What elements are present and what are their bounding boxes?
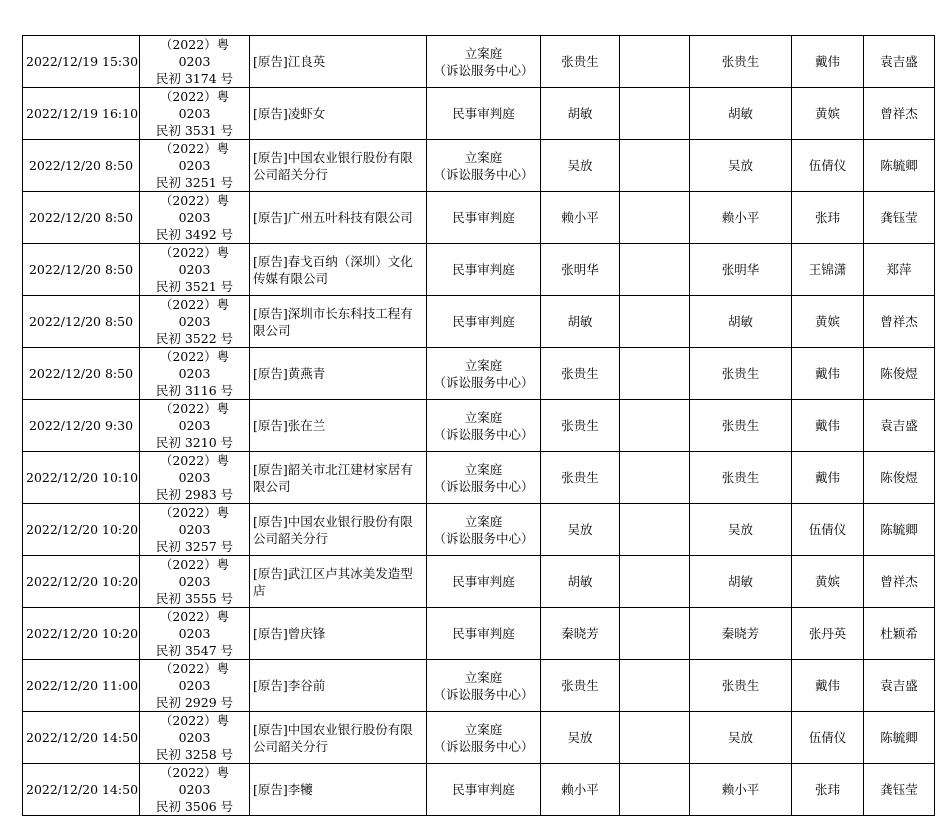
panel-member-cell: [792, 660, 864, 712]
department-cell: [427, 764, 541, 816]
empty-cell: [620, 504, 690, 556]
panel-member-name: 戴伟: [814, 418, 840, 433]
table-row: [23, 296, 935, 348]
judge-cell: [541, 400, 620, 452]
case-number-cell: [140, 36, 250, 88]
party-name: [原告]深圳市长东科技工程有限公司: [253, 305, 413, 338]
case-number-line2: 民初 2929 号: [155, 695, 234, 710]
department-cell: [427, 400, 541, 452]
panel-member-name: 张丹英: [808, 626, 847, 641]
empty-cell: [620, 660, 690, 712]
table-row: [23, 348, 935, 400]
presiding-judge-name: 胡敏: [727, 574, 753, 589]
presiding-judge-cell: [690, 348, 792, 400]
party-name: [原告]李谷前: [253, 678, 326, 693]
judge-name: 吴放: [567, 730, 593, 745]
department-line1: 立案庭: [464, 149, 503, 165]
party-name: [原告]中国农业银行股份有限公司韶关分行: [253, 721, 413, 754]
department-line1: 民事审判庭: [452, 574, 515, 589]
case-number-line1: （2022）粤 0203: [159, 297, 230, 329]
panel-member-cell: [792, 88, 864, 140]
party-cell: [250, 556, 427, 608]
department-cell: [427, 348, 541, 400]
panel-member-cell: [792, 244, 864, 296]
panel-member-cell: [792, 452, 864, 504]
case-number-cell: [140, 348, 250, 400]
panel-member-cell: [792, 504, 864, 556]
clerk-name: 陈俊煜: [880, 366, 918, 381]
case-number-cell: [140, 192, 250, 244]
table-row: [23, 192, 935, 244]
hearing-time-cell: [23, 296, 140, 348]
case-number-line1: （2022）粤 0203: [159, 713, 230, 745]
presiding-judge-name: 张贵生: [721, 366, 760, 381]
party-name: [原告]张在兰: [253, 418, 326, 433]
judge-cell: [541, 556, 620, 608]
judge-cell: [541, 244, 620, 296]
party-cell: [250, 764, 427, 816]
clerk-name: 杜颖希: [880, 626, 918, 641]
hearing-time-cell: [23, 88, 140, 140]
department-cell: [427, 88, 541, 140]
judge-name: 张贵生: [561, 470, 599, 485]
party-cell: [250, 712, 427, 764]
party-cell: [250, 504, 427, 556]
case-number-line1: （2022）粤 0203: [159, 89, 230, 121]
table-row: [23, 504, 935, 556]
case-number-line2: 民初 3257 号: [155, 539, 234, 554]
panel-member-cell: [792, 36, 864, 88]
department-cell: [427, 452, 541, 504]
hearing-time: 2022/12/20 8:50: [28, 262, 134, 277]
case-number-line1: （2022）粤 0203: [159, 453, 230, 485]
presiding-judge-cell: [690, 712, 792, 764]
presiding-judge-name: 吴放: [727, 522, 753, 537]
party-name: [原告]黄燕青: [253, 366, 326, 381]
judge-cell: [541, 712, 620, 764]
hearing-time: 2022/12/20 8:50: [28, 314, 134, 329]
table-row: [23, 140, 935, 192]
case-number-line2: 民初 3492 号: [155, 227, 234, 242]
presiding-judge-name: 秦晓芳: [721, 626, 760, 641]
clerk-name: 郑萍: [886, 262, 912, 277]
panel-member-cell: [792, 192, 864, 244]
hearing-time: 2022/12/20 9:30: [28, 418, 134, 433]
hearing-time-cell: [23, 764, 140, 816]
clerk-name: 袁吉盛: [880, 54, 918, 69]
clerk-cell: [864, 88, 935, 140]
table-body: [23, 36, 935, 816]
empty-cell: [620, 244, 690, 296]
presiding-judge-name: 张贵生: [721, 678, 760, 693]
party-cell: [250, 452, 427, 504]
judge-cell: [541, 140, 620, 192]
department-line1: 立案庭: [464, 409, 503, 425]
hearing-time: 2022/12/20 11:00: [26, 678, 139, 693]
case-number-line2: 民初 3522 号: [155, 331, 234, 346]
department-line2: （诉讼服务中心）: [433, 426, 534, 442]
hearing-time-cell: [23, 140, 140, 192]
case-number-line1: （2022）粤 0203: [159, 141, 230, 173]
clerk-name: 陈俊煜: [880, 470, 918, 485]
clerk-cell: [864, 608, 935, 660]
hearing-time: 2022/12/20 10:20: [26, 522, 139, 537]
party-name: [原告]中国农业银行股份有限公司韶关分行: [253, 513, 413, 546]
case-number-cell: [140, 556, 250, 608]
presiding-judge-cell: [690, 608, 792, 660]
judge-name: 秦晓芳: [561, 626, 599, 641]
empty-cell: [620, 712, 690, 764]
party-name: [原告]韶关市北江建材家居有限公司: [253, 461, 413, 494]
judge-cell: [541, 452, 620, 504]
panel-member-cell: [792, 712, 864, 764]
judge-name: 胡敏: [567, 574, 593, 589]
department-cell: [427, 504, 541, 556]
case-number-line1: （2022）粤 0203: [159, 349, 230, 381]
clerk-name: 曾祥杰: [880, 106, 918, 121]
hearing-time: 2022/12/20 10:10: [26, 470, 139, 485]
party-name: [原告]凌虾女: [253, 106, 326, 121]
department-cell: [427, 296, 541, 348]
table-row: [23, 36, 935, 88]
judge-name: 张明华: [561, 262, 599, 277]
case-number-line1: （2022）粤 0203: [159, 401, 230, 433]
case-number-line2: 民初 3531 号: [155, 123, 234, 138]
case-number-cell: [140, 504, 250, 556]
panel-member-cell: [792, 764, 864, 816]
presiding-judge-cell: [690, 296, 792, 348]
empty-cell: [620, 296, 690, 348]
department-cell: [427, 556, 541, 608]
hearing-time-cell: [23, 608, 140, 660]
department-line2: （诉讼服务中心）: [433, 478, 534, 494]
department-cell: [427, 244, 541, 296]
presiding-judge-cell: [690, 556, 792, 608]
presiding-judge-cell: [690, 764, 792, 816]
table-row: [23, 88, 935, 140]
clerk-cell: [864, 556, 935, 608]
judge-name: 张贵生: [561, 678, 599, 693]
clerk-cell: [864, 140, 935, 192]
panel-member-name: 伍倩仪: [808, 730, 847, 745]
department-line1: 民事审判庭: [452, 106, 515, 121]
department-cell: [427, 140, 541, 192]
empty-cell: [620, 192, 690, 244]
presiding-judge-name: 赖小平: [721, 210, 760, 225]
case-number-line1: （2022）粤 0203: [159, 557, 230, 589]
judge-cell: [541, 348, 620, 400]
presiding-judge-name: 胡敏: [727, 106, 753, 121]
hearing-time-cell: [23, 452, 140, 504]
empty-cell: [620, 608, 690, 660]
clerk-cell: [864, 452, 935, 504]
party-cell: [250, 400, 427, 452]
party-name: [原告]江良英: [253, 54, 326, 69]
party-name: [原告]中国农业银行股份有限公司韶关分行: [253, 149, 413, 182]
case-number-cell: [140, 452, 250, 504]
clerk-name: 陈毓卿: [880, 730, 918, 745]
hearing-time: 2022/12/20 10:20: [26, 626, 139, 641]
case-number-line1: （2022）粤 0203: [159, 245, 230, 277]
clerk-name: 龚钰莹: [880, 210, 918, 225]
case-number-cell: [140, 400, 250, 452]
party-cell: [250, 244, 427, 296]
judge-cell: [541, 660, 620, 712]
case-number-line1: （2022）粤 0203: [159, 37, 230, 69]
clerk-name: 曾祥杰: [880, 574, 918, 589]
table-row: [23, 400, 935, 452]
panel-member-name: 戴伟: [814, 54, 840, 69]
case-number-line2: 民初 3251 号: [155, 175, 234, 190]
party-name: [原告]曾庆锋: [253, 626, 326, 641]
presiding-judge-cell: [690, 504, 792, 556]
case-number-cell: [140, 88, 250, 140]
empty-cell: [620, 556, 690, 608]
hearing-time-cell: [23, 244, 140, 296]
case-number-cell: [140, 140, 250, 192]
judge-name: 赖小平: [561, 210, 599, 225]
panel-member-cell: [792, 556, 864, 608]
case-number-cell: [140, 712, 250, 764]
department-line2: （诉讼服务中心）: [433, 166, 534, 182]
panel-member-name: 张玮: [814, 210, 840, 225]
panel-member-name: 张玮: [814, 782, 840, 797]
case-number-line1: （2022）粤 0203: [159, 765, 230, 797]
party-cell: [250, 88, 427, 140]
party-cell: [250, 140, 427, 192]
judge-name: 吴放: [567, 522, 593, 537]
clerk-cell: [864, 192, 935, 244]
clerk-name: 陈毓卿: [880, 522, 918, 537]
panel-member-name: 伍倩仪: [808, 158, 847, 173]
case-number-line2: 民初 3258 号: [155, 747, 234, 762]
presiding-judge-name: 张明华: [721, 262, 760, 277]
hearing-time-cell: [23, 504, 140, 556]
party-cell: [250, 36, 427, 88]
judge-name: 胡敏: [567, 314, 593, 329]
panel-member-name: 伍倩仪: [808, 522, 847, 537]
department-line1: 民事审判庭: [452, 262, 515, 277]
case-number-line2: 民初 2983 号: [155, 487, 234, 502]
case-number-line2: 民初 3555 号: [155, 591, 234, 606]
case-number-cell: [140, 608, 250, 660]
clerk-cell: [864, 400, 935, 452]
hearing-time: 2022/12/19 15:30: [26, 54, 139, 69]
judge-cell: [541, 88, 620, 140]
presiding-judge-cell: [690, 192, 792, 244]
party-name: [原告]春戈百纳（深圳）文化传媒有限公司: [253, 253, 413, 286]
presiding-judge-name: 吴放: [727, 730, 753, 745]
panel-member-cell: [792, 400, 864, 452]
case-number-line2: 民初 3116 号: [155, 383, 234, 398]
panel-member-cell: [792, 348, 864, 400]
panel-member-name: 王锦潇: [808, 262, 847, 277]
department-line2: （诉讼服务中心）: [433, 738, 534, 754]
department-line1: 立案庭: [464, 721, 503, 737]
case-number-line2: 民初 3521 号: [155, 279, 234, 294]
department-line1: 民事审判庭: [452, 314, 515, 329]
party-cell: [250, 192, 427, 244]
department-line1: 立案庭: [464, 669, 503, 685]
empty-cell: [620, 452, 690, 504]
empty-cell: [620, 400, 690, 452]
presiding-judge-cell: [690, 88, 792, 140]
case-number-line2: 民初 3210 号: [155, 435, 234, 450]
hearing-time: 2022/12/20 8:50: [28, 210, 134, 225]
judge-name: 张贵生: [561, 54, 599, 69]
department-line1: 立案庭: [464, 461, 503, 477]
panel-member-name: 黄嫔: [814, 574, 840, 589]
hearing-time: 2022/12/20 8:50: [28, 158, 134, 173]
clerk-cell: [864, 244, 935, 296]
department-line1: 民事审判庭: [452, 782, 515, 797]
hearing-time-cell: [23, 36, 140, 88]
panel-member-cell: [792, 140, 864, 192]
judge-cell: [541, 296, 620, 348]
department-cell: [427, 608, 541, 660]
presiding-judge-cell: [690, 140, 792, 192]
judge-name: 张贵生: [561, 418, 599, 433]
department-line1: 立案庭: [464, 513, 503, 529]
judge-cell: [541, 764, 620, 816]
presiding-judge-name: 吴放: [727, 158, 753, 173]
presiding-judge-cell: [690, 660, 792, 712]
presiding-judge-name: 胡敏: [727, 314, 753, 329]
judge-cell: [541, 504, 620, 556]
hearing-time-cell: [23, 348, 140, 400]
party-cell: [250, 660, 427, 712]
table-row: [23, 764, 935, 816]
empty-cell: [620, 348, 690, 400]
hearing-time: 2022/12/20 10:20: [26, 574, 139, 589]
clerk-name: 袁吉盛: [880, 678, 918, 693]
presiding-judge-cell: [690, 36, 792, 88]
empty-cell: [620, 764, 690, 816]
presiding-judge-cell: [690, 452, 792, 504]
judge-name: 赖小平: [561, 782, 599, 797]
hearing-time: 2022/12/20 14:50: [26, 782, 139, 797]
hearing-time-cell: [23, 712, 140, 764]
department-line1: 立案庭: [464, 357, 503, 373]
case-number-line2: 民初 3547 号: [155, 643, 234, 658]
department-cell: [427, 36, 541, 88]
department-line2: （诉讼服务中心）: [433, 62, 534, 78]
presiding-judge-cell: [690, 400, 792, 452]
department-line1: 民事审判庭: [452, 626, 515, 641]
party-cell: [250, 348, 427, 400]
clerk-name: 曾祥杰: [880, 314, 918, 329]
judge-name: 吴放: [567, 158, 593, 173]
clerk-cell: [864, 764, 935, 816]
case-number-line2: 民初 3506 号: [155, 799, 234, 814]
hearing-time-cell: [23, 556, 140, 608]
department-line1: 民事审判庭: [452, 210, 515, 225]
judge-cell: [541, 192, 620, 244]
judge-cell: [541, 608, 620, 660]
hearing-time: 2022/12/19 16:10: [26, 106, 139, 121]
clerk-cell: [864, 660, 935, 712]
judge-cell: [541, 36, 620, 88]
hearing-schedule-table: [22, 35, 935, 816]
presiding-judge-cell: [690, 244, 792, 296]
party-name: [原告]广州五叶科技有限公司: [253, 210, 413, 225]
hearing-time: 2022/12/20 14:50: [26, 730, 139, 745]
party-name: [原告]武江区卢其冰美发造型店: [253, 565, 413, 598]
presiding-judge-name: 张贵生: [721, 470, 760, 485]
panel-member-name: 黄嫔: [814, 106, 840, 121]
clerk-cell: [864, 36, 935, 88]
case-number-line1: （2022）粤 0203: [159, 505, 230, 537]
party-cell: [250, 608, 427, 660]
clerk-cell: [864, 712, 935, 764]
department-cell: [427, 712, 541, 764]
panel-member-cell: [792, 296, 864, 348]
department-line2: （诉讼服务中心）: [433, 686, 534, 702]
clerk-cell: [864, 348, 935, 400]
case-number-cell: [140, 296, 250, 348]
clerk-cell: [864, 296, 935, 348]
department-line2: （诉讼服务中心）: [433, 530, 534, 546]
clerk-name: 袁吉盛: [880, 418, 918, 433]
panel-member-name: 戴伟: [814, 470, 840, 485]
case-number-cell: [140, 660, 250, 712]
clerk-name: 陈毓卿: [880, 158, 918, 173]
hearing-time-cell: [23, 400, 140, 452]
panel-member-cell: [792, 608, 864, 660]
panel-member-name: 戴伟: [814, 366, 840, 381]
department-cell: [427, 660, 541, 712]
clerk-cell: [864, 504, 935, 556]
party-cell: [250, 296, 427, 348]
table-row: [23, 660, 935, 712]
department-cell: [427, 192, 541, 244]
clerk-name: 龚钰莹: [880, 782, 918, 797]
table-row: [23, 608, 935, 660]
department-line2: （诉讼服务中心）: [433, 374, 534, 390]
presiding-judge-name: 张贵生: [721, 54, 760, 69]
case-number-line2: 民初 3174 号: [155, 71, 234, 86]
panel-member-name: 戴伟: [814, 678, 840, 693]
table-row: [23, 452, 935, 504]
table-row: [23, 244, 935, 296]
party-name: [原告]李犪: [253, 782, 313, 797]
case-number-cell: [140, 244, 250, 296]
case-number-cell: [140, 764, 250, 816]
empty-cell: [620, 36, 690, 88]
table-row: [23, 556, 935, 608]
panel-member-name: 黄嫔: [814, 314, 840, 329]
judge-name: 胡敏: [567, 106, 593, 121]
case-number-line1: （2022）粤 0203: [159, 609, 230, 641]
presiding-judge-name: 张贵生: [721, 418, 760, 433]
case-number-line1: （2022）粤 0203: [159, 661, 230, 693]
empty-cell: [620, 140, 690, 192]
hearing-time-cell: [23, 192, 140, 244]
department-line1: 立案庭: [464, 45, 503, 61]
hearing-time: 2022/12/20 8:50: [28, 366, 134, 381]
case-number-line1: （2022）粤 0203: [159, 193, 230, 225]
presiding-judge-name: 赖小平: [721, 782, 760, 797]
table-row: [23, 712, 935, 764]
empty-cell: [620, 88, 690, 140]
hearing-time-cell: [23, 660, 140, 712]
judge-name: 张贵生: [561, 366, 599, 381]
